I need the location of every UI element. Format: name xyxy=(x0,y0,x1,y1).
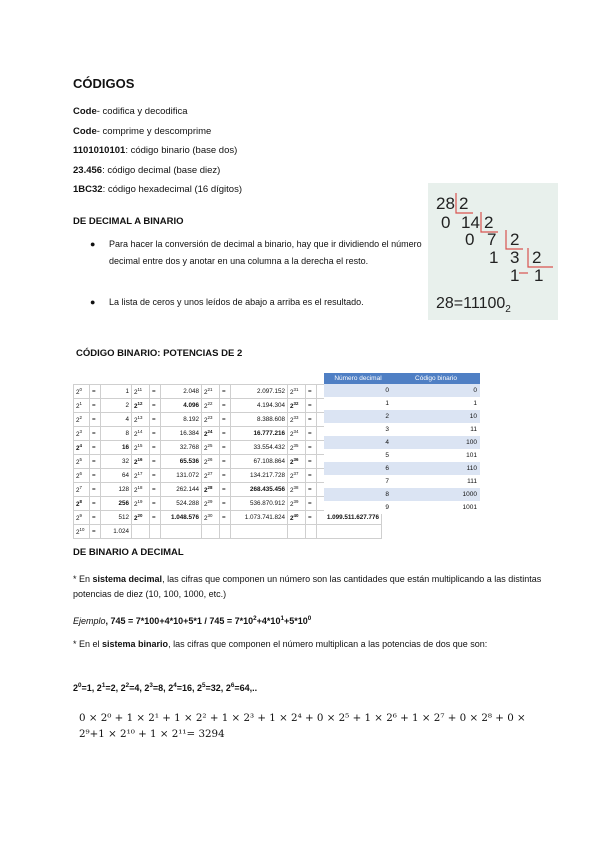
power-cell: $2^{17}$ xyxy=(132,469,150,483)
power-cell: $2^{22}$ xyxy=(202,399,220,413)
equals-cell: = xyxy=(306,399,317,413)
table-row xyxy=(324,475,480,488)
equals-cell: = xyxy=(150,511,161,525)
table-cell: 1000 xyxy=(392,488,480,501)
svg-text:28=111002: $28=11100_2$ xyxy=(436,295,511,315)
equals-cell: = xyxy=(220,413,231,427)
power-cell: $2^{32}$ xyxy=(288,399,306,413)
value-cell: 16.384 xyxy=(161,427,202,441)
equals-cell: = xyxy=(90,399,101,413)
svg-text:1: 1 xyxy=(489,248,499,267)
value-cell: 512 xyxy=(101,511,132,525)
equals-cell: = xyxy=(306,469,317,483)
decimal-binary-table xyxy=(324,373,480,514)
equals-cell xyxy=(220,525,231,539)
svg-text:0: 0 xyxy=(441,213,451,232)
power-cell: $2^{21}$ xyxy=(202,385,220,399)
value-cell: 32.768 xyxy=(161,441,202,455)
equals-cell: = xyxy=(220,441,231,455)
table-cell: 7 xyxy=(324,475,392,488)
value-cell: 8.388.608 xyxy=(231,413,288,427)
powers-line: $2^0=1$, $2^1=2$, $2^2=4$, $2^3=8$, $2^4=16$, $2^5=32$, $2^6=64$,.. xyxy=(73,682,258,693)
bullet-item: ● La lista de ceros y unos leídos de abajo a arriba es el resultado. xyxy=(90,294,420,312)
table-row xyxy=(324,488,480,501)
table-cell: 2 xyxy=(324,410,392,423)
power-cell: $2^7$ xyxy=(74,483,90,497)
equals-cell: = xyxy=(90,525,101,539)
column-header: Número decimal xyxy=(324,373,392,384)
value-cell: 64 xyxy=(101,469,132,483)
equals-cell: = xyxy=(150,469,161,483)
value-cell: 8.192 xyxy=(161,413,202,427)
svg-text:2: 2 xyxy=(510,230,520,249)
equals-cell: = xyxy=(306,497,317,511)
equals-cell: = xyxy=(220,427,231,441)
equals-cell: = xyxy=(90,385,101,399)
division-diagram xyxy=(428,183,558,320)
table-row xyxy=(74,525,382,539)
bullet-item: ● Para hacer la conversión de decimal a binario, hay que ir dividiendo el número decimal entre dos y anotar en una columna a la derecha el resto. xyxy=(90,236,420,288)
svg-text:2: 2 xyxy=(459,194,469,213)
equals-cell: = xyxy=(306,413,317,427)
equals-cell: = xyxy=(150,441,161,455)
definition-2: Code- comprime y descomprime xyxy=(73,126,212,137)
equals-cell: = xyxy=(90,441,101,455)
svg-text:2: 2 xyxy=(532,248,542,267)
table-cell: 11 xyxy=(392,423,480,436)
equals-cell: = xyxy=(306,455,317,469)
equals-cell: = xyxy=(90,427,101,441)
power-cell: $2^{10}$ xyxy=(74,525,90,539)
power-cell: $2^{23}$ xyxy=(202,413,220,427)
value-cell: 1.073.741.824 xyxy=(231,511,288,525)
table-row xyxy=(324,501,480,514)
power-cell: $2^{24}$ xyxy=(202,427,220,441)
value-cell: 2.048 xyxy=(161,385,202,399)
svg-text:14: 14 xyxy=(461,213,480,232)
equals-cell xyxy=(150,525,161,539)
power-cell: $2^{36}$ xyxy=(288,455,306,469)
value-cell: 4.194.304 xyxy=(231,399,288,413)
value-cell: 128 xyxy=(101,483,132,497)
power-cell: $2^4$ xyxy=(74,441,90,455)
table-cell: 10 xyxy=(392,410,480,423)
equals-cell: = xyxy=(220,399,231,413)
table-row xyxy=(324,410,480,423)
value-cell: 65.536 xyxy=(161,455,202,469)
table-cell: 4 xyxy=(324,436,392,449)
power-cell: $2^{19}$ xyxy=(132,497,150,511)
value-cell: 16.777.216 xyxy=(231,427,288,441)
value-cell: 524.288 xyxy=(161,497,202,511)
table-cell: 1 xyxy=(392,397,480,410)
table-cell: 110 xyxy=(392,462,480,475)
example-line: Ejemplo, $745 = 7*100+4*10+5*1 / 745 = 7*10^2+4*10^1+5*10^0$ xyxy=(73,615,312,626)
dec-to-bin-heading: DE DECIMAL A BINARIO xyxy=(73,216,184,227)
value-cell: 262.144 xyxy=(161,483,202,497)
equals-cell: = xyxy=(90,511,101,525)
power-cell: $2^{29}$ xyxy=(202,497,220,511)
value-cell xyxy=(317,525,382,539)
table-cell: 8 xyxy=(324,488,392,501)
definition-4: 23.456: código decimal (base diez) xyxy=(73,165,221,176)
power-cell xyxy=(288,525,306,539)
table-row xyxy=(324,397,480,410)
value-cell: 32 xyxy=(101,455,132,469)
table-row xyxy=(324,423,480,436)
svg-text:2: 2 xyxy=(484,213,494,232)
value-cell: 1 xyxy=(101,385,132,399)
table-cell: 1001 xyxy=(392,501,480,514)
equals-cell: = xyxy=(150,385,161,399)
equals-cell: = xyxy=(150,497,161,511)
equals-cell: = xyxy=(150,455,161,469)
svg-text:28: 28 xyxy=(436,194,455,213)
power-cell: $2^1$ xyxy=(74,399,90,413)
binary-system-paragraph: * En el sistema binario, las cifras que componen el número multiplican a las potencias de dos que son: xyxy=(73,639,488,649)
equals-cell: = xyxy=(220,497,231,511)
powers-heading: CÓDIGO BINARIO: POTENCIAS DE 2 xyxy=(76,348,243,359)
power-cell: $2^{34}$ xyxy=(288,427,306,441)
power-cell: $2^{28}$ xyxy=(202,483,220,497)
svg-text:1: 1 xyxy=(510,266,520,285)
value-cell: 131.072 xyxy=(161,469,202,483)
equals-cell: = xyxy=(150,483,161,497)
power-cell: $2^{35}$ xyxy=(288,441,306,455)
decimal-system-paragraph: * En sistema decimal, las cifras que componen un número son las cantidades que están multiplicando a las distintas potencias de diez (10, 100, 1000, etc.) xyxy=(73,574,542,599)
value-cell: 4.096 xyxy=(161,399,202,413)
value-cell: 1.099.511.627.776 xyxy=(317,511,382,525)
value-cell xyxy=(231,525,288,539)
table-row xyxy=(324,449,480,462)
value-cell: 4 xyxy=(101,413,132,427)
power-cell: $2^{27}$ xyxy=(202,469,220,483)
power-cell: $2^{37}$ xyxy=(288,469,306,483)
value-cell: 2 xyxy=(101,399,132,413)
power-cell: $2^{16}$ xyxy=(132,455,150,469)
value-cell xyxy=(161,525,202,539)
equals-cell: = xyxy=(220,511,231,525)
equals-cell: = xyxy=(90,455,101,469)
power-cell: $2^{40}$ xyxy=(288,511,306,525)
equals-cell: = xyxy=(306,385,317,399)
power-cell: $2^{30}$ xyxy=(202,511,220,525)
svg-text:0: 0 xyxy=(465,230,475,249)
table-cell: 111 xyxy=(392,475,480,488)
svg-text:1: 1 xyxy=(534,266,544,285)
definition-3: 1101010101: código binario (base dos) xyxy=(73,145,238,156)
equals-cell: = xyxy=(220,385,231,399)
power-cell: $2^9$ xyxy=(74,511,90,525)
value-cell: 1.024 xyxy=(101,525,132,539)
column-header: Código binario xyxy=(392,373,480,384)
table-cell: 101 xyxy=(392,449,480,462)
value-cell: 8 xyxy=(101,427,132,441)
equals-cell: = xyxy=(90,483,101,497)
table-cell: 9 xyxy=(324,501,392,514)
power-cell: $2^{18}$ xyxy=(132,483,150,497)
power-cell: $2^{15}$ xyxy=(132,441,150,455)
table-cell: 3 xyxy=(324,423,392,436)
equals-cell: = xyxy=(220,455,231,469)
svg-text:7: 7 xyxy=(487,230,497,249)
power-cell: $2^5$ xyxy=(74,455,90,469)
page-title: CÓDIGOS xyxy=(73,76,135,91)
definition-1: Code- codifica y decodifica xyxy=(73,106,188,117)
power-cell: $2^{12}$ xyxy=(132,399,150,413)
value-cell: 2.097.152 xyxy=(231,385,288,399)
equals-cell: = xyxy=(90,469,101,483)
power-cell xyxy=(132,525,150,539)
table-cell: 0 xyxy=(392,384,480,397)
equals-cell: = xyxy=(306,441,317,455)
equals-cell: = xyxy=(220,483,231,497)
equals-cell xyxy=(306,525,317,539)
value-cell: 536.870.912 xyxy=(231,497,288,511)
table-cell: 0 xyxy=(324,384,392,397)
value-cell: 256 xyxy=(101,497,132,511)
value-cell: 1.048.576 xyxy=(161,511,202,525)
table-cell: 100 xyxy=(392,436,480,449)
definition-5: 1BC32: código hexadecimal (16 dígitos) xyxy=(73,184,242,195)
power-cell: $2^8$ xyxy=(74,497,90,511)
table-row xyxy=(324,462,480,475)
power-cell: $2^{38}$ xyxy=(288,483,306,497)
svg-text:3: 3 xyxy=(510,248,520,267)
equals-cell: = xyxy=(306,511,317,525)
power-cell: $2^{11}$ xyxy=(132,385,150,399)
equals-cell: = xyxy=(306,483,317,497)
power-cell: $2^{25}$ xyxy=(202,441,220,455)
power-cell: $2^0$ xyxy=(74,385,90,399)
power-cell: $2^{26}$ xyxy=(202,455,220,469)
table-cell: 6 xyxy=(324,462,392,475)
power-cell: $2^{14}$ xyxy=(132,427,150,441)
binary-expansion-formula: 0 × 2⁰ + 1 × 2¹ + 1 × 2² + 1 × 2³ + 1 × 2⁴ + 0 × 2⁵ + 1 × 2⁶ + 1 × 2⁷ + 0 × 2⁸ + 0 × 2⁹+1 × 2¹⁰ + 1 × 2¹¹= 3294 xyxy=(79,712,526,740)
table-cell: 1 xyxy=(324,397,392,410)
power-cell: $2^6$ xyxy=(74,469,90,483)
power-cell: $2^{31}$ xyxy=(288,385,306,399)
equals-cell: = xyxy=(150,413,161,427)
equals-cell: = xyxy=(306,427,317,441)
value-cell: 134.217.728 xyxy=(231,469,288,483)
equals-cell: = xyxy=(90,413,101,427)
equals-cell: = xyxy=(220,469,231,483)
power-cell: $2^{33}$ xyxy=(288,413,306,427)
value-cell: 16 xyxy=(101,441,132,455)
bullet-icon: ● xyxy=(90,297,96,307)
value-cell: 33.554.432 xyxy=(231,441,288,455)
table-row xyxy=(324,384,480,397)
power-cell: $2^{20}$ xyxy=(132,511,150,525)
equals-cell: = xyxy=(150,399,161,413)
value-cell: 67.108.864 xyxy=(231,455,288,469)
table-cell: 5 xyxy=(324,449,392,462)
bin-to-dec-heading: DE BINARIO A DECIMAL xyxy=(73,547,184,558)
equals-cell: = xyxy=(150,427,161,441)
power-cell xyxy=(202,525,220,539)
bullet-icon: ● xyxy=(90,239,96,249)
value-cell: 268.435.456 xyxy=(231,483,288,497)
power-cell: $2^{13}$ xyxy=(132,413,150,427)
power-cell: $2^{39}$ xyxy=(288,497,306,511)
power-cell: $2^2$ xyxy=(74,413,90,427)
power-cell: $2^3$ xyxy=(74,427,90,441)
equals-cell: = xyxy=(90,497,101,511)
table-row xyxy=(324,436,480,449)
